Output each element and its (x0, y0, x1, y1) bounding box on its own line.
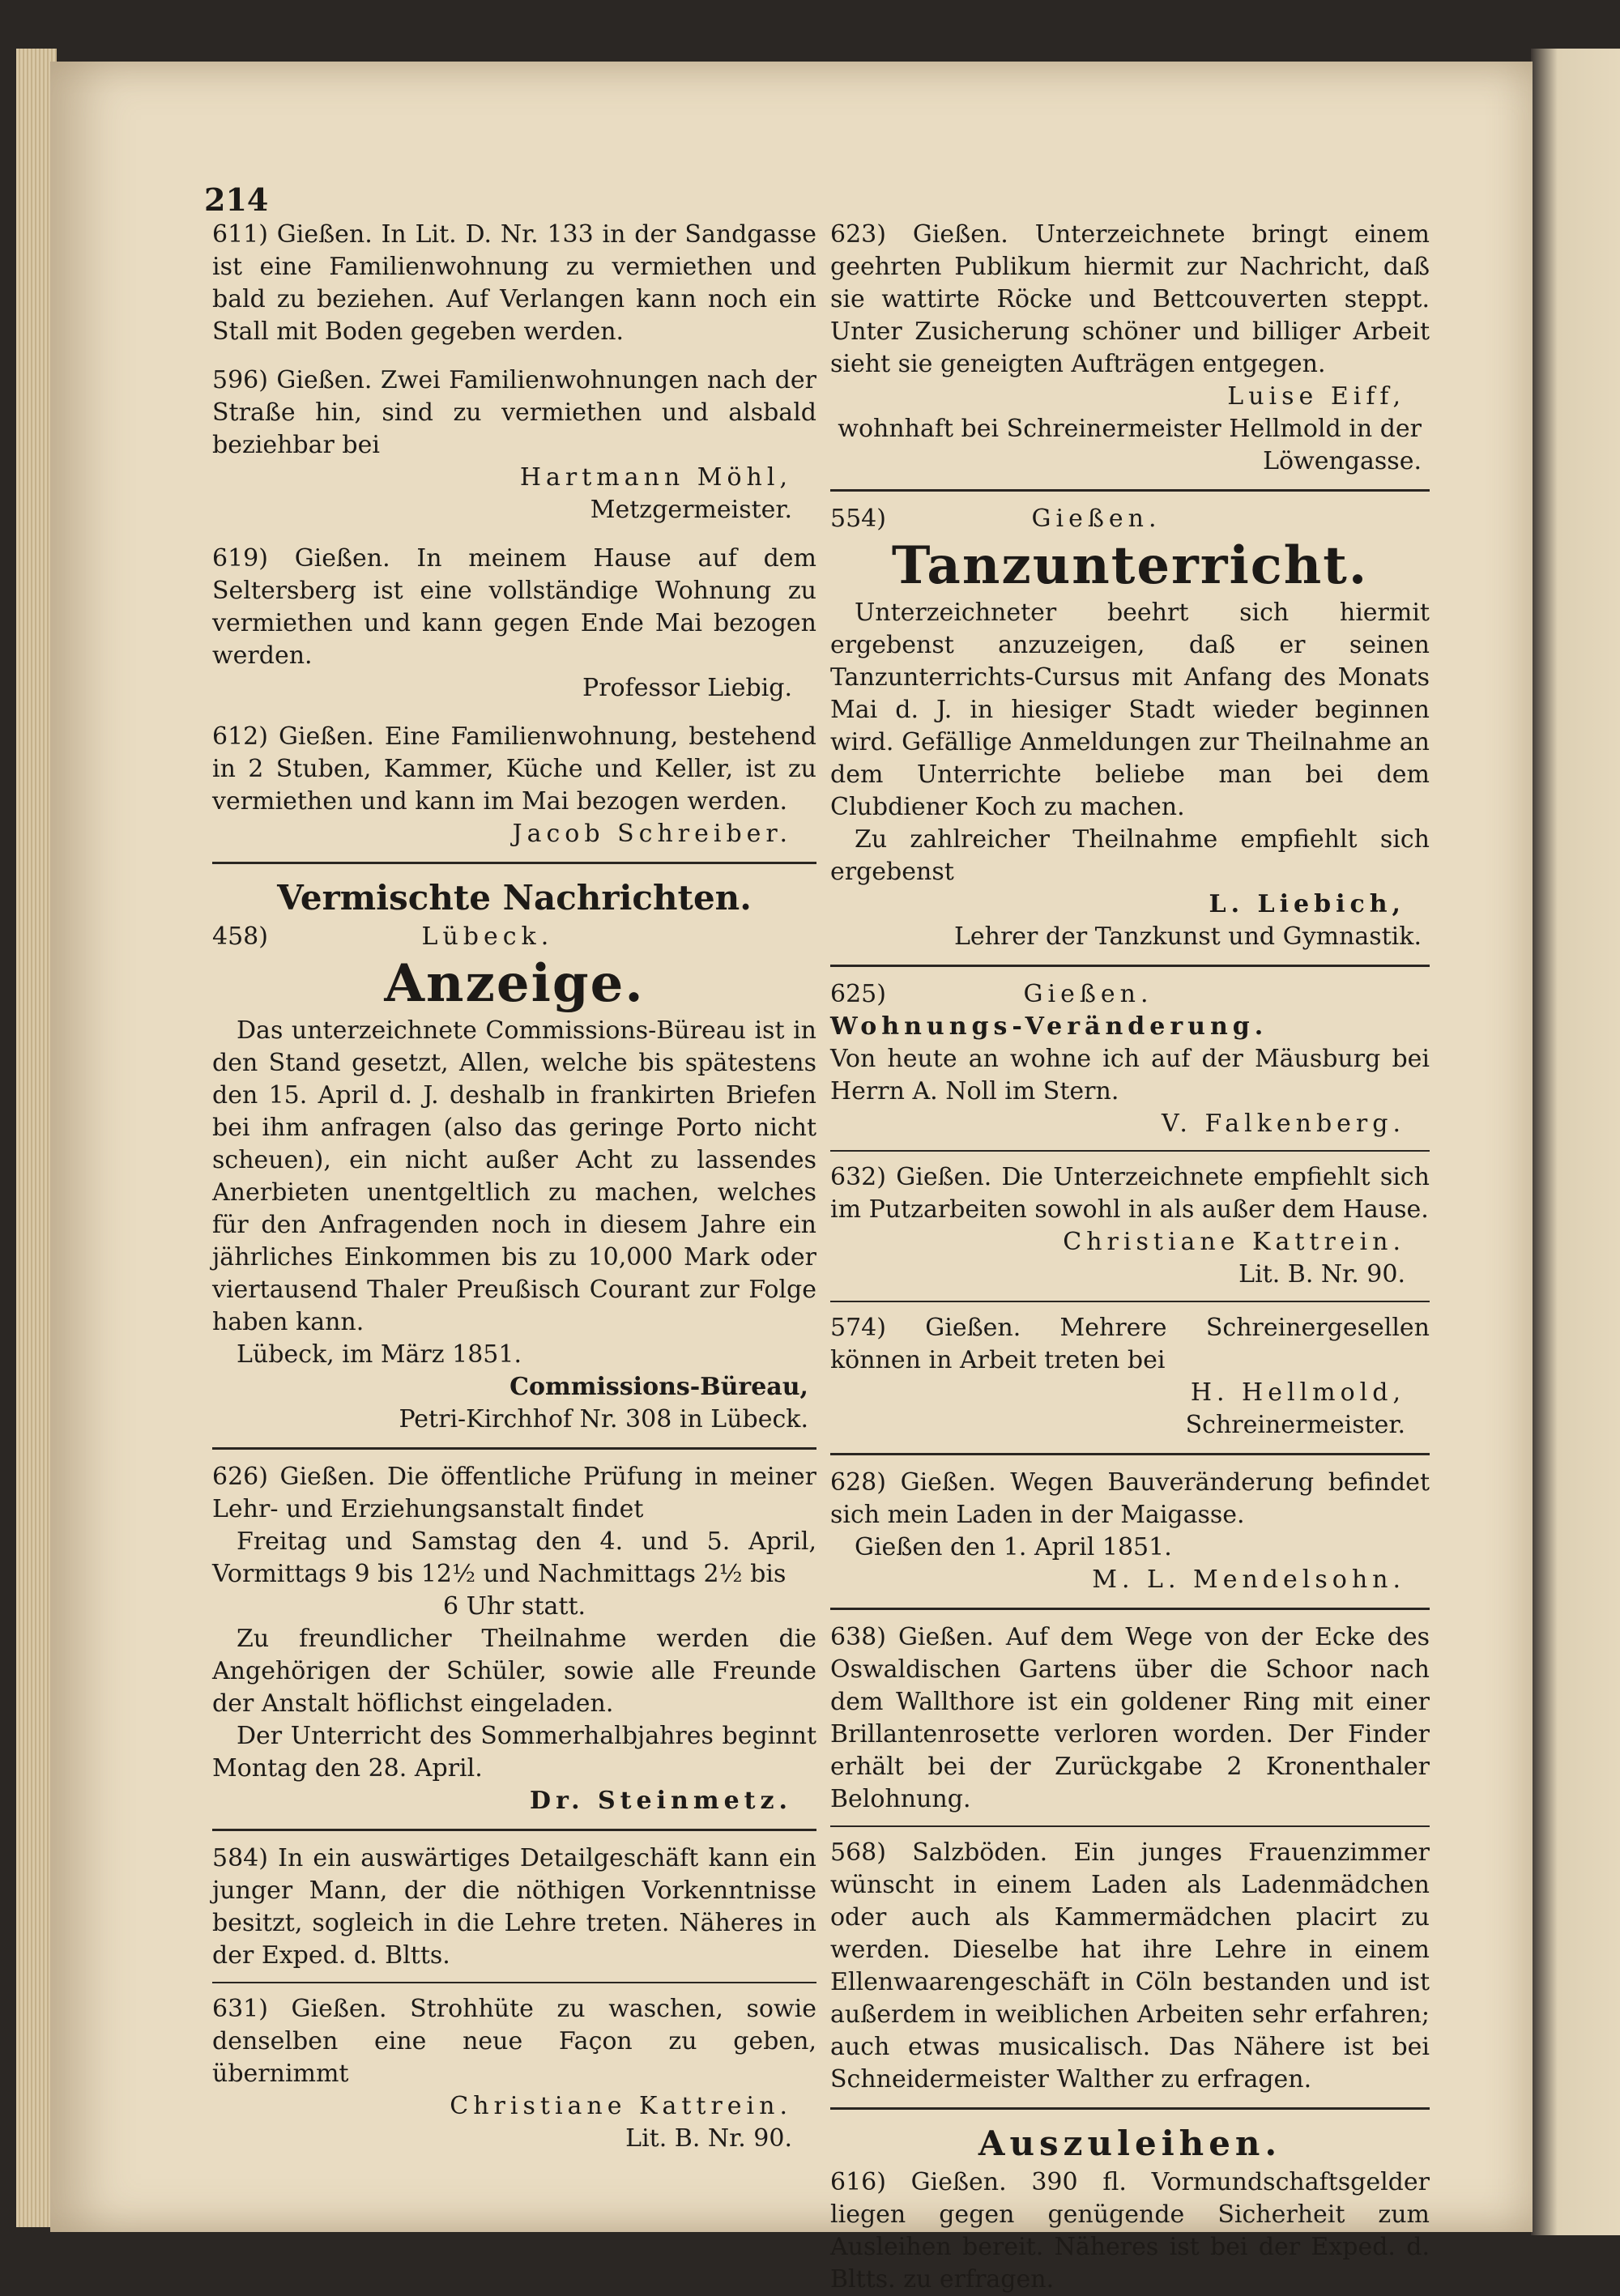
divider (212, 1829, 816, 1831)
divider (830, 1608, 1430, 1610)
divider (830, 1301, 1430, 1302)
divider (830, 1150, 1430, 1152)
left-column (212, 219, 816, 2155)
ad-584: 584) In ein auswärtiges Detailgeschäft kann ein junger Mann, der die nöthigen Vorkenntnisse besitzt, sogleich in die Lehre treten. Näheres in der Exped. d. Bltts. (212, 1844, 816, 1970)
divider (830, 2107, 1430, 2110)
right-column (830, 219, 1430, 2296)
ad-619: 619) Gießen. In meinem Hause auf dem Seltersberg ist eine vollständige Wohnung zu vermiethen und kann gegen Ende Mai bezogen werden. Professor Liebig. (212, 544, 816, 702)
ad-632: 632) Gießen. Die Unterzeichnete empfiehlt sich im Putzarbeiten sowohl in als außer dem Hause. Christiane Kattrein. Lit. B. Nr. 90. (830, 1163, 1430, 1289)
ad-631: 631) Gießen. Strohhüte zu waschen, sowie denselben eine neue Façon zu geben, übernimmt Christiane Kattrein. Lit. B. Nr. 90. (212, 1995, 816, 2153)
section-title: Auszuleihen. (978, 2123, 1282, 2163)
divider (830, 1453, 1430, 1455)
page-number: 214 (204, 181, 269, 218)
divider (212, 862, 816, 864)
ad-568: 568) Salzböden. Ein junges Frauenzimmer wünscht in einem Laden als Ladenmädchen oder auch als Kammermädchen placirt zu werden. Dieselbe hat ihre Lehre in einem Ellenwaarengeschäft in Cöln bestanden und ist außerdem in weiblichen Arbeiten sehr erfahren; auch etwas musicalisch. Das Nähere ist bei Schneidermeister Walther zu erfragen. (830, 1838, 1430, 2094)
ad-574: 574) Gießen. Mehrere Schreinergesellen können in Arbeit treten bei H. Hellmold, Schreinermeister. (830, 1314, 1430, 1439)
ad-616: 616) Gießen. 390 fl. Vormundschaftsgelder liegen gegen genügende Sicherheit zum Ausleihen bereit. Näheres ist bei der Exped. d. Bltts. zu erfragen. (830, 2168, 1430, 2294)
ad-458: 458) Lübeck. Anzeige. Das unterzeichnete Commissions-Büreau ist in den Stand gesetzt, Allen, welche bis spätestens den 15. April d. J. deshalb in frankirten Briefen bei ihm anfragen (also das geringe Porto nicht scheuen), ein nicht außer Acht zu lassendes Anerbieten unentgeltlich zu machen, welches für den Anfragenden noch in diesem Jahre ein jährliches Einkommen bis zu 10,000 Mark oder viertausend Thaler Preußisch Courant zur Folge haben kann. Lübeck, im März 1851. Commissions-Büreau, Petri-Kirchhof Nr. 308 in Lübeck. (212, 922, 816, 1433)
ad-638: 638) Gießen. Auf dem Wege von der Ecke des Oswaldischen Gartens über die Schoor nach dem Wallthore ist ein goldener Ring mit einer Brillantenrosette verloren worden. Der Finder erhält bei der Zurückgabe 2 Kronenthaler Belohnung. (830, 1623, 1430, 1813)
ad-623: 623) Gießen. Unterzeichnete bringt einem geehrten Publikum hiermit zur Nachricht, daß sie wattirte Röcke und Bettcouverten steppt. Unter Zusicherung schöner und billiger Arbeit sieht sie geneigten Aufträgen entgegen. Luise Eiff, wohnhaft bei Schreinermeister Hellmold in der Löwengasse. (830, 220, 1430, 475)
ad-626: 626) Gießen. Die öffentliche Prüfung in meiner Lehr- und Erziehungsanstalt findet Freitag und Samstag den 4. und 5. April, Vormittags 9 bis 12½ und Nachmittags 2½ bis 6 Uhr statt. Zu freundlicher Theilnahme werden die Angehörigen der Schüler, sowie alle Freunde der Anstalt höflichst eingeladen. Der Unterricht des Sommerhalbjahres beginnt Montag den 28. April. Dr. Steinmetz. (212, 1463, 816, 1815)
divider (830, 1825, 1430, 1827)
facing-page-edge (1531, 49, 1620, 2235)
divider (212, 1982, 816, 1983)
divider (830, 489, 1430, 492)
section-title: Vermischte Nachrichten. (277, 878, 752, 918)
ad-612: 612) Gießen. Eine Familienwohnung, bestehend in 2 Stuben, Kammer, Küche und Keller, ist zu vermiethen und kann im Mai bezogen werden. Jacob Schreiber. (212, 722, 816, 848)
ad-headline: Anzeige. (384, 953, 645, 1014)
ad-628: 628) Gießen. Wegen Bauveränderung befindet sich mein Laden in der Maigasse. Gießen den 1. April 1851. M. L. Mendelsohn. (830, 1468, 1430, 1594)
ad-554: 554) Gießen. Tanzunterricht. Unterzeichneter beehrt sich hiermit ergebenst anzuzeigen, daß er seinen Tanzunterrichts-Cursus mit Anfang des Monats Mai d. J. in hiesiger Stadt wieder beginnen wird. Gefällige Anmeldungen zur Theilnahme an dem Unterrichte beliebe man bei dem Clubdiener Koch zu machen. Zu zahlreicher Theilnahme empfiehlt sich ergebenst L. Liebich, Lehrer der Tanzkunst und Gymnastik. (830, 505, 1430, 951)
ad-596: 596) Gießen. Zwei Familienwohnungen nach der Straße hin, sind zu vermiethen und alsbald beziehbar bei Hartmann Möhl, Metzgermeister. (212, 366, 816, 524)
ad-611: 611) Gießen. In Lit. D. Nr. 133 in der Sandgasse ist eine Familienwohnung zu vermiethen und bald zu beziehen. Auf Verlangen kann noch ein Stall mit Boden gegeben werden. (212, 220, 816, 346)
ad-headline: Tanzunterricht. (891, 535, 1369, 596)
divider (212, 1447, 816, 1450)
ad-625: 625) Gießen. Wohnungs-Veränderung. Von heute an wohne ich auf der Mäusburg bei Herrn A. Noll im Stern. V. Falkenberg. (830, 980, 1430, 1138)
divider (830, 965, 1430, 967)
